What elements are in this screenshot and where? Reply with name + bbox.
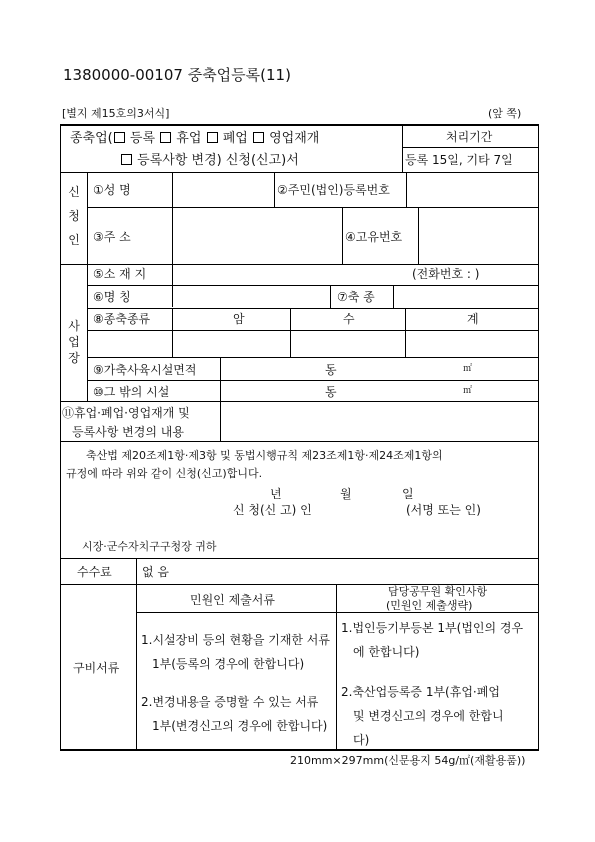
- title-register: 등록: [129, 131, 156, 146]
- facility-unit-area: ㎡: [463, 364, 473, 374]
- form-reference: [별지 제15호의3서식]: [62, 107, 170, 120]
- date-day: 일: [402, 487, 414, 501]
- fee-value: 없 음: [142, 565, 169, 579]
- female-header: 암: [233, 312, 245, 326]
- page-side: (앞 쪽): [488, 107, 522, 120]
- name-field[interactable]: [173, 173, 273, 206]
- other-facility-label: ⑩그 밖의 시설: [93, 385, 170, 399]
- date-year: 년: [270, 487, 282, 501]
- checkbox-register[interactable]: [114, 132, 125, 143]
- doc2-line2: 1부(변경신고의 경우에 한합니다): [152, 719, 328, 733]
- total-header: 계: [467, 312, 479, 326]
- doc2-line1: 2.변경내용을 증명할 수 있는 서류: [141, 695, 319, 709]
- site-name-field[interactable]: [173, 286, 329, 307]
- processing-period-value: 등록 15일, 기타 7일: [405, 153, 513, 167]
- doc1-line2: 1부(등록의 경우에 한합니다): [152, 657, 305, 671]
- male-header: 수: [343, 312, 355, 326]
- check1-line2: 에 한합니다): [353, 645, 420, 659]
- facility-unit-building: 동: [325, 363, 337, 377]
- site-section-label: 사업장: [68, 319, 80, 365]
- title-close: 폐업: [222, 131, 248, 146]
- fee-label: 수수료: [77, 565, 112, 579]
- breed-label: ⑧종축종류: [93, 312, 151, 326]
- site-name-label: ⑥명 칭: [93, 290, 131, 304]
- livestock-field[interactable]: [394, 286, 537, 307]
- signature-note: (서명 또는 인): [406, 503, 481, 517]
- phone-label: (전화번호 : ): [412, 267, 480, 281]
- applicant-docs-header: 민원인 제출서류: [190, 593, 275, 607]
- other-unit-building: 동: [325, 385, 337, 399]
- date-month: 월: [340, 487, 352, 501]
- checkbox-close[interactable]: [207, 132, 218, 143]
- declaration-line2: 규정에 따라 위와 같이 신청(신고)합니다.: [66, 467, 263, 480]
- address-label: ③주 소: [93, 230, 131, 244]
- change-content-field[interactable]: [221, 402, 537, 440]
- title-prefix: 종축업(: [70, 131, 113, 146]
- declaration-line1: 축산법 제20조제1항·제3항 및 동법시행규칙 제23조제1항·제24조제1항의: [86, 449, 443, 462]
- checkbox-resume[interactable]: [253, 132, 264, 143]
- location-label: ⑤소 재 지: [93, 267, 147, 281]
- title-suspend: 휴업: [176, 131, 202, 146]
- check2-line2: 및 변경신고의 경우에 한합니: [353, 709, 504, 723]
- address-field[interactable]: [173, 208, 341, 263]
- applicant-section-label: 신청인: [68, 185, 80, 247]
- doc1-line1: 1.시설장비 등의 현황을 기재한 서류: [141, 633, 330, 647]
- processing-period-label: 처리기간: [446, 130, 493, 144]
- facility-area-label: ⑨가축사육시설면적: [93, 363, 197, 377]
- livestock-label: ⑦축 종: [337, 290, 375, 304]
- unique-number-label: ④고유번호: [345, 230, 403, 244]
- document-id: 1380000-00107 중축업등록(11): [63, 66, 291, 84]
- check2-line1: 2.축산업등록증 1부(휴업·폐업: [341, 685, 500, 699]
- name-label: ①성 명: [93, 183, 131, 197]
- resident-number-field[interactable]: [407, 173, 537, 206]
- resident-number-label: ②주민(법인)등록번호: [277, 183, 390, 197]
- title-change: 등록사항 변경) 신청(신고)서: [137, 153, 299, 168]
- checkbox-change[interactable]: [121, 154, 132, 165]
- other-unit-area: ㎡: [463, 386, 473, 396]
- signer-label: 신 청(신 고) 인: [233, 503, 312, 517]
- form-title-line2: [120, 153, 299, 169]
- recipient: 시장·군수자치구구청장 귀하: [82, 540, 217, 553]
- official-check-header-2: (민원인 제출생략): [386, 599, 473, 612]
- required-docs-label: 구비서류: [73, 661, 120, 675]
- unique-number-field[interactable]: [419, 208, 537, 263]
- change-content-label-2: 등록사항 변경의 내용: [72, 425, 184, 439]
- check2-line3: 다): [353, 733, 370, 747]
- checkbox-suspend[interactable]: [160, 132, 171, 143]
- official-check-header-1: 담당공무원 확인사항: [388, 585, 488, 598]
- form-title-line1: [70, 131, 319, 147]
- check1-line1: 1.법인등기부등본 1부(법인의 경우: [341, 621, 524, 635]
- change-content-label-1: ⑪휴업·폐업·영업재개 및: [62, 406, 190, 420]
- paper-spec-footer: 210mm×297mm(신문용지 54g/㎡(재활용품)): [290, 754, 526, 767]
- title-resume: 영업재개: [269, 131, 320, 146]
